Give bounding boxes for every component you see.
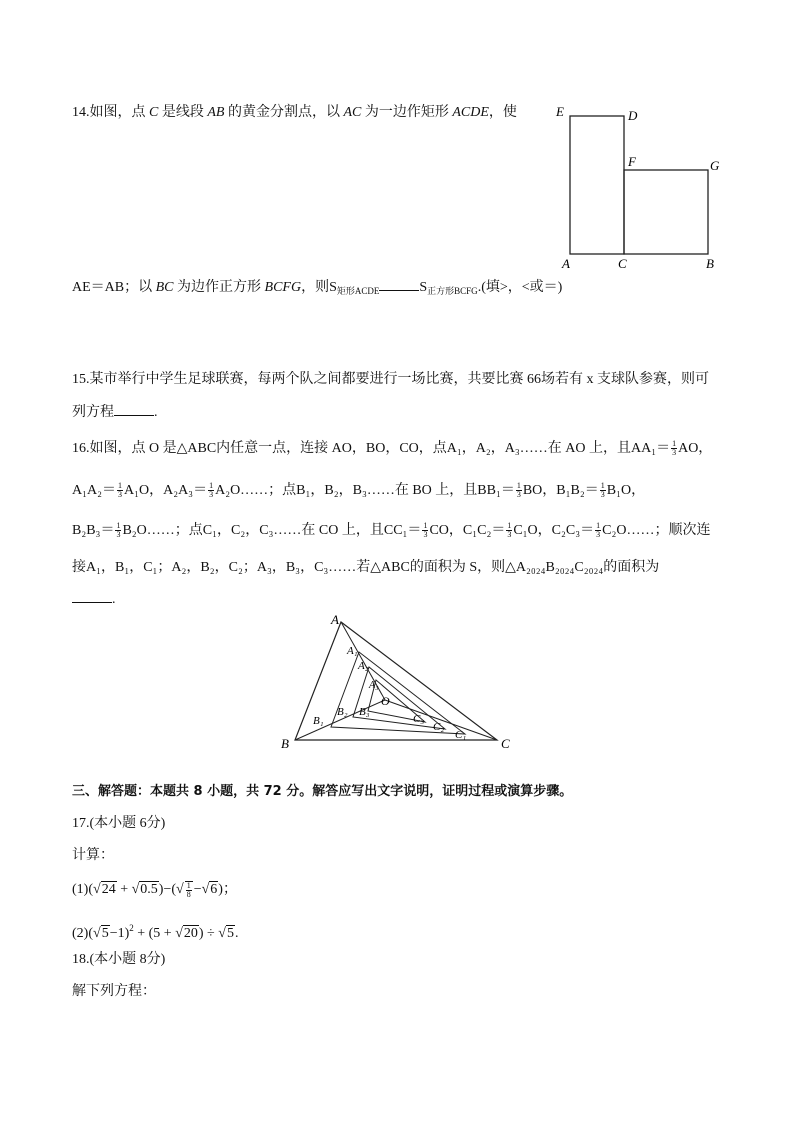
fraction-one-third: $\frac{1}{3}$ bbox=[516, 481, 521, 500]
segment-co bbox=[385, 700, 497, 740]
answer-blank[interactable] bbox=[72, 590, 112, 603]
q17-part2: $(2)(√5-1)^2 + (5 + √20) \div √5$. bbox=[72, 923, 239, 941]
label-a2: A₂ bbox=[358, 660, 369, 672]
fraction-one-third: $\frac{1}{3}$ bbox=[209, 481, 214, 500]
answer-blank[interactable] bbox=[379, 278, 419, 291]
fraction-one-third: $\frac{1}{3}$ bbox=[423, 521, 428, 540]
fraction-one-eighth: $\frac{1}{8}$ bbox=[186, 880, 191, 899]
fraction-one-third: $\frac{1}{3}$ bbox=[116, 521, 121, 540]
q17-part1: (1)(√24 + √0.5)−(√ $\frac{1}{8}$ −√6)； bbox=[72, 880, 237, 899]
square-bcfg bbox=[624, 170, 708, 254]
label-b3: B₃ bbox=[359, 706, 370, 718]
label-c: C bbox=[618, 256, 627, 271]
fraction-one-third: $\frac{1}{3}$ bbox=[117, 481, 122, 500]
section-heading: 三、解答题：本题共 8 小题，共 72 分。解答应写出文字说明，证明过程或演算步骤。 bbox=[72, 784, 573, 799]
label-d: D bbox=[628, 108, 638, 123]
label-c3: C₃ bbox=[413, 713, 425, 725]
label-a: A bbox=[562, 256, 570, 271]
fraction-one-third: $\frac{1}{3}$ bbox=[672, 439, 677, 458]
label-c: C bbox=[501, 736, 510, 750]
label-o: O bbox=[381, 694, 390, 708]
fraction-one-third: $\frac{1}{3}$ bbox=[600, 481, 605, 500]
label-a: A bbox=[331, 612, 339, 627]
label-b: B bbox=[706, 256, 714, 271]
fraction-one-third: $\frac{1}{3}$ bbox=[596, 521, 601, 540]
rectangle-acde bbox=[570, 116, 624, 254]
q14-line1: 14.如图，点 C 是线段 AB 的黄金分割点，以 AC 为一边作矩形 ACDE，使 bbox=[72, 105, 517, 120]
label-c2: C₂ bbox=[433, 721, 445, 733]
q17-title: 17.(本小题 6分) bbox=[72, 816, 166, 831]
q18-title: 18.(本小题 8分) bbox=[72, 952, 166, 967]
answer-blank[interactable] bbox=[114, 403, 154, 416]
triangle-a2b2c2 bbox=[353, 667, 445, 729]
label-b2: B₂ bbox=[337, 706, 348, 718]
label-g: G bbox=[710, 158, 720, 173]
q15-line1: 15.某市举行中学生足球联赛，每两个队之间都要进行一场比赛，共要比赛 66场若有 x 支球队参赛，则可 bbox=[72, 372, 709, 387]
q16-line1: 16.如图，点 O 是△ABC内任意一点，连接 AO，BO，CO，点A₁，A₂，A₃……在 AO 上，且AA₁＝ $\frac{1}{3}$ AO， bbox=[72, 439, 713, 458]
q16-line3: B₂B₃＝ $\frac{1}{3}$ B₂O……；点C₁，C₂，C₃……在 CO 上，且CC₁＝ $\frac{1}{3}$ CO，C₁C₂＝ $\frac{1}{3}$ C₁O，C₂C₃＝ $\frac{1}{3}$ C₂O……；顺次连 bbox=[72, 521, 711, 540]
label-b1: B₁ bbox=[313, 715, 324, 727]
fraction-one-third: $\frac{1}{3}$ bbox=[507, 521, 512, 540]
q18-instruction: 解下列方程： bbox=[72, 984, 156, 999]
label-a3: A₃ bbox=[369, 680, 379, 691]
q14-figure bbox=[550, 100, 730, 275]
label-a1: A₁ bbox=[347, 645, 358, 657]
label-e: E bbox=[556, 104, 564, 119]
q16-line5: . bbox=[72, 590, 116, 610]
q15-line2: 列方程 . bbox=[72, 405, 158, 420]
label-b: B bbox=[281, 736, 289, 750]
q17-instruction: 计算： bbox=[72, 848, 114, 863]
label-f: F bbox=[628, 154, 636, 169]
q16-line2: A₁A₂＝ $\frac{1}{3}$ A₁O，A₂A₃＝ $\frac{1}{3}$ A₂O……；点B₁，B₂，B₃……在 BO 上，且BB₁＝ $\frac{1}{3}$ BO，B₁B₂＝ $\frac{1}{3}$ B₁O， bbox=[72, 481, 646, 500]
q16-figure bbox=[275, 610, 520, 750]
q16-line4: 接A₁，B₁，C₁；A₂，B₂，C₂；A₃，B₃，C₃……若△ABC的面积为 S，则△A₂₀₂₄B₂₀₂₄C₂₀₂₄的面积为 bbox=[72, 560, 660, 575]
label-c1: C₁ bbox=[455, 729, 467, 741]
q14-line2: AE＝AB；以 BC 为边作正方形 BCFG，则$S_{矩形ACDE}$ $S_{正方形BCFG}$.(填>，<或＝) bbox=[72, 280, 563, 296]
